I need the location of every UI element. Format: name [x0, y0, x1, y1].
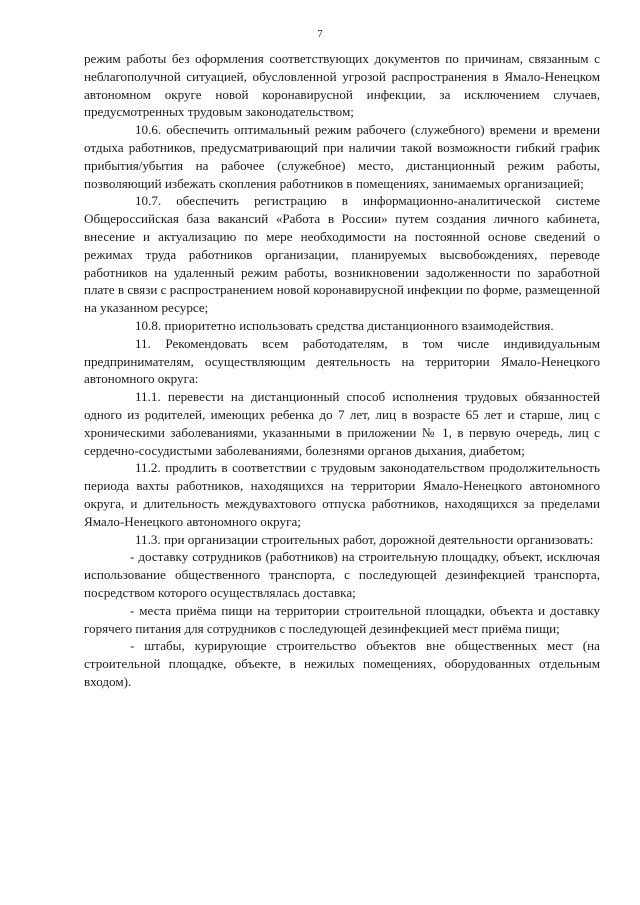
- page-number: 7: [317, 28, 323, 40]
- list-item-headquarters: - штабы, курирующие строительство объектов вне общественных мест (на строительной площадке, объекте, в нежилых помещениях, оборудованных отдельным входом).: [84, 638, 600, 689]
- list-item-meals: - места приёма пищи на территории строительной площадки, объекта и доставку горячего питания для сотрудников с последующей дезинфекцией мест приёма пищи;: [84, 602, 600, 636]
- paragraph-10-7: 10.7. обеспечить регистрацию в информационно-аналитической системе Общероссийская база вакансий «Работа в России» путем создания личного кабинета, внесение и актуализацию по мере необходимости на постоянной основе сведений о режимах труда работников организации, планируемых высвобождениях, переводе работников на удаленный режим работы, возникновении задолженности по заработной плате в связи с распространением новой коронавирусной инфекции по форме, размещенной на указанном ресурсе;: [84, 193, 600, 316]
- document-body: [84, 50, 600, 691]
- paragraph-10-8: 10.8. приоритетно использовать средства дистанционного взаимодействия.: [135, 317, 554, 333]
- paragraph-11-3: 11.3. при организации строительных работ, дорожной деятельности организовать:: [135, 531, 594, 547]
- list-item-transport: - доставку сотрудников (работников) на строительную площадку, объект, исключая использование общественного транспорта, с последующей дезинфекцией транспорта, посредством которого осуществлялась доставка;: [84, 549, 600, 600]
- paragraph-11-2: 11.2. продлить в соответствии с трудовым законодательством продолжительность периода вахты работников, находящихся на территории Ямало-Ненецкого автономного округа, и длительность междувахтового отпуска работников, находящихся за пределами Ямало-Ненецкого автономного округа;: [84, 460, 600, 529]
- paragraph-10-6: 10.6. обеспечить оптимальный режим рабочего (служебного) времени и времени отдыха работников, предусматривающий при наличии такой возможности гибкий график прибытия/убытия на рабочее (служебное) место, дистанционный режим работы, позволяющий избежать скопления работников в помещениях, занимаемых организацией;: [84, 122, 600, 191]
- paragraph-continuation: режим работы без оформления соответствующих документов по причинам, связанным с неблагополучной ситуацией, обусловленной угрозой распространения в Ямало-Ненецком автономном округе новой коронавирусной инфекции, за исключением случаев, предусмотренных трудовым законодательством;: [84, 51, 600, 120]
- paragraph-11: 11. Рекомендовать всем работодателям, в том числе индивидуальным предпринимателям, осуществляющим деятельность на территории Ямало-Ненецкого автономного округа:: [84, 335, 600, 387]
- paragraph-11-1: 11.1. перевести на дистанционный способ исполнения трудовых обязанностей одного из родителей, имеющих ребенка до 7 лет, лиц в возрасте 65 лет и старше, лиц с хроническими заболеваниями, указанными в приложении № 1, в первую очередь, лиц с сердечно-сосудистыми заболеваниями, болезнями органов дыхания, диабетом;: [84, 389, 600, 458]
